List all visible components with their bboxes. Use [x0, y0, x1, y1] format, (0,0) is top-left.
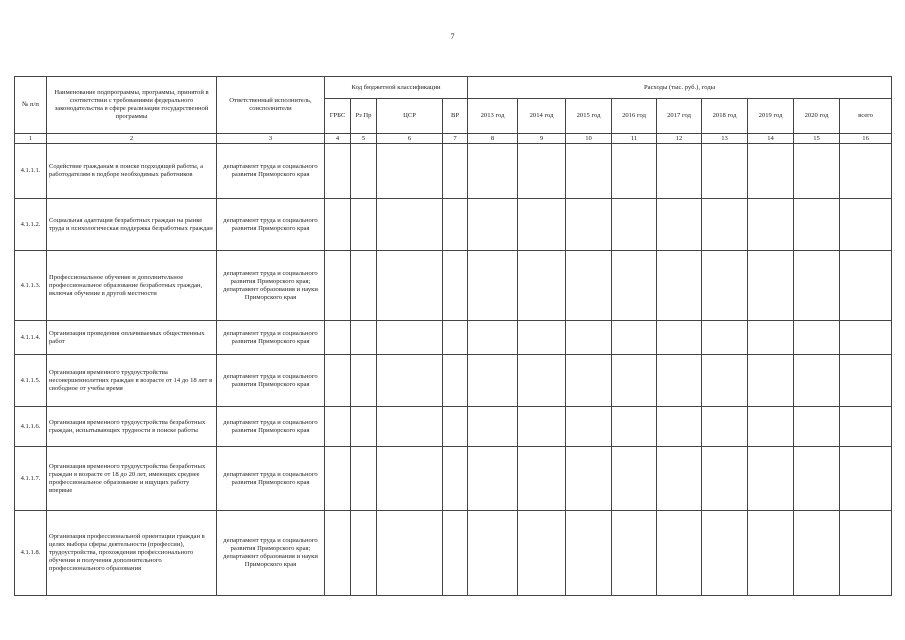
empty-cell — [518, 199, 566, 251]
row-code: 4.1.1.3. — [15, 251, 47, 321]
empty-cell — [351, 511, 377, 596]
empty-cell — [468, 511, 518, 596]
empty-cell — [468, 144, 518, 199]
row-name: Организация временного трудоустройства несовершеннолетних граждан в возрасте от 14 до 18 лет в свободное от учебы время — [47, 355, 217, 407]
empty-cell — [518, 355, 566, 407]
empty-cell — [657, 447, 702, 511]
column-number: 11 — [612, 134, 657, 144]
row-code: 4.1.1.5. — [15, 355, 47, 407]
header-csr: ЦСР — [377, 99, 443, 134]
empty-cell — [702, 321, 748, 355]
empty-cell — [840, 407, 892, 447]
page-number: 7 — [450, 32, 455, 41]
empty-cell — [325, 251, 351, 321]
header-year: 2013 год — [468, 99, 518, 134]
empty-cell — [657, 511, 702, 596]
empty-cell — [794, 321, 840, 355]
empty-cell — [325, 447, 351, 511]
empty-cell — [794, 251, 840, 321]
empty-cell — [468, 447, 518, 511]
empty-cell — [351, 321, 377, 355]
header-expenses: Расходы (тыс. руб.), годы — [468, 77, 892, 99]
empty-cell — [443, 355, 468, 407]
empty-cell — [840, 447, 892, 511]
empty-cell — [748, 321, 794, 355]
empty-cell — [840, 355, 892, 407]
empty-cell — [443, 251, 468, 321]
empty-cell — [325, 407, 351, 447]
table-row — [15, 355, 892, 407]
header-year: 2016 год — [612, 99, 657, 134]
header-name: Наименование подпрограммы, программы, принятой в соответствии с требованиями федерального законодательства в сфере реализации государственной программы — [47, 77, 217, 134]
empty-cell — [377, 407, 443, 447]
empty-cell — [840, 511, 892, 596]
empty-cell — [612, 447, 657, 511]
column-number: 12 — [657, 134, 702, 144]
header-rzpr: Рз Пр — [351, 99, 377, 134]
empty-cell — [566, 355, 612, 407]
table-row — [15, 199, 892, 251]
table-row — [15, 447, 892, 511]
row-code: 4.1.1.6. — [15, 407, 47, 447]
empty-cell — [612, 407, 657, 447]
row-code: 4.1.1.2. — [15, 199, 47, 251]
empty-cell — [794, 407, 840, 447]
empty-cell — [377, 447, 443, 511]
empty-cell — [518, 321, 566, 355]
empty-cell — [566, 511, 612, 596]
empty-cell — [702, 355, 748, 407]
empty-cell — [657, 199, 702, 251]
empty-cell — [748, 407, 794, 447]
empty-cell — [443, 144, 468, 199]
empty-cell — [443, 407, 468, 447]
empty-cell — [794, 199, 840, 251]
empty-cell — [325, 511, 351, 596]
row-executor: департамент труда и социального развития Приморского края — [217, 321, 325, 355]
row-code: 4.1.1.7. — [15, 447, 47, 511]
column-number: 8 — [468, 134, 518, 144]
row-executor: департамент труда и социального развития Приморского края; департамент образования и науки Приморского края — [217, 251, 325, 321]
column-number: 9 — [518, 134, 566, 144]
empty-cell — [351, 144, 377, 199]
header-year: 2017 год — [657, 99, 702, 134]
row-name: Профессиональное обучение и дополнительное профессиональное образование безработных граждан, включая обучение в другой местности — [47, 251, 217, 321]
empty-cell — [612, 511, 657, 596]
empty-cell — [351, 199, 377, 251]
empty-cell — [325, 321, 351, 355]
row-name: Организация временного трудоустройства безработных граждан в возрасте от 18 до 20 лет, имеющих среднее профессиональное образование и ищущих работу впервые — [47, 447, 217, 511]
empty-cell — [325, 144, 351, 199]
row-code: 4.1.1.4. — [15, 321, 47, 355]
empty-cell — [518, 447, 566, 511]
column-number: 16 — [840, 134, 892, 144]
empty-cell — [748, 355, 794, 407]
column-number: 4 — [325, 134, 351, 144]
empty-cell — [351, 407, 377, 447]
header-num: № п/п — [15, 77, 47, 134]
empty-cell — [657, 407, 702, 447]
column-number: 6 — [377, 134, 443, 144]
empty-cell — [443, 511, 468, 596]
row-code: 4.1.1.8. — [15, 511, 47, 596]
header-year: 2018 год — [702, 99, 748, 134]
table-row — [15, 407, 892, 447]
column-number: 5 — [351, 134, 377, 144]
empty-cell — [657, 321, 702, 355]
empty-cell — [702, 199, 748, 251]
empty-cell — [566, 321, 612, 355]
header-vr: ВР — [443, 99, 468, 134]
row-name: Социальная адаптация безработных граждан на рынке труда и психологическая поддержка безработных граждан — [47, 199, 217, 251]
column-number: 3 — [217, 134, 325, 144]
column-number: 13 — [702, 134, 748, 144]
table-row — [15, 144, 892, 199]
empty-cell — [702, 447, 748, 511]
empty-cell — [468, 199, 518, 251]
empty-cell — [566, 251, 612, 321]
column-number: 1 — [15, 134, 47, 144]
table-row — [15, 511, 892, 596]
column-number: 10 — [566, 134, 612, 144]
header-year: 2020 год — [794, 99, 840, 134]
empty-cell — [612, 144, 657, 199]
empty-cell — [748, 251, 794, 321]
header-year: 2015 год — [566, 99, 612, 134]
header-year: 2014 год — [518, 99, 566, 134]
empty-cell — [351, 447, 377, 511]
header-executor: Ответственный исполнитель, соисполнители — [217, 77, 325, 134]
empty-cell — [612, 321, 657, 355]
empty-cell — [468, 321, 518, 355]
empty-cell — [325, 355, 351, 407]
empty-cell — [794, 447, 840, 511]
empty-cell — [840, 199, 892, 251]
empty-cell — [748, 511, 794, 596]
empty-cell — [443, 447, 468, 511]
header-year: всего — [840, 99, 892, 134]
empty-cell — [377, 251, 443, 321]
row-executor: департамент труда и социального развития Приморского края — [217, 447, 325, 511]
empty-cell — [566, 199, 612, 251]
empty-cell — [748, 447, 794, 511]
empty-cell — [518, 251, 566, 321]
empty-cell — [794, 355, 840, 407]
row-name: Организация проведения оплачиваемых общественных работ — [47, 321, 217, 355]
row-name: Организация профессиональной ориентации граждан в целях выбора сферы деятельности (профессии), трудоустройства, прохождения профессионального обучения и получения дополнительного профессионального образования — [47, 511, 217, 596]
row-executor: департамент труда и социального развития Приморского края; департамент образования и науки Приморского края — [217, 511, 325, 596]
empty-cell — [377, 355, 443, 407]
empty-cell — [518, 511, 566, 596]
row-name: Организация временного трудоустройства безработных граждан, испытывающих трудности в поиске работы — [47, 407, 217, 447]
empty-cell — [377, 199, 443, 251]
empty-cell — [794, 511, 840, 596]
empty-cell — [657, 251, 702, 321]
empty-cell — [702, 407, 748, 447]
empty-cell — [566, 407, 612, 447]
empty-cell — [748, 144, 794, 199]
column-number: 7 — [443, 134, 468, 144]
empty-cell — [325, 199, 351, 251]
program-table — [14, 76, 892, 596]
empty-cell — [377, 321, 443, 355]
empty-cell — [566, 447, 612, 511]
row-code: 4.1.1.1. — [15, 144, 47, 199]
header-grbs: ГРБС — [325, 99, 351, 134]
empty-cell — [840, 251, 892, 321]
empty-cell — [702, 251, 748, 321]
row-executor: департамент труда и социального развития Приморского края — [217, 407, 325, 447]
empty-cell — [468, 251, 518, 321]
column-number: 15 — [794, 134, 840, 144]
row-executor: департамент труда и социального развития Приморского края — [217, 199, 325, 251]
empty-cell — [518, 407, 566, 447]
empty-cell — [748, 199, 794, 251]
empty-cell — [443, 199, 468, 251]
header-year: 2019 год — [748, 99, 794, 134]
empty-cell — [443, 321, 468, 355]
empty-cell — [840, 144, 892, 199]
row-executor: департамент труда и социального развития Приморского края — [217, 144, 325, 199]
empty-cell — [351, 355, 377, 407]
empty-cell — [468, 407, 518, 447]
column-number: 14 — [748, 134, 794, 144]
empty-cell — [351, 251, 377, 321]
empty-cell — [612, 199, 657, 251]
empty-cell — [702, 511, 748, 596]
table-row — [15, 251, 892, 321]
empty-cell — [794, 144, 840, 199]
empty-cell — [657, 144, 702, 199]
row-name: Содействие гражданам в поиске подходящей работы, а работодателям в подборе необходимых работников — [47, 144, 217, 199]
empty-cell — [702, 144, 748, 199]
empty-cell — [612, 251, 657, 321]
header-budget-code: Код бюджетной классификации — [325, 77, 468, 99]
empty-cell — [657, 355, 702, 407]
row-executor: департамент труда и социального развития Приморского края — [217, 355, 325, 407]
empty-cell — [468, 355, 518, 407]
empty-cell — [612, 355, 657, 407]
empty-cell — [377, 144, 443, 199]
empty-cell — [566, 144, 612, 199]
column-number: 2 — [47, 134, 217, 144]
empty-cell — [377, 511, 443, 596]
table-row — [15, 321, 892, 355]
empty-cell — [840, 321, 892, 355]
empty-cell — [518, 144, 566, 199]
